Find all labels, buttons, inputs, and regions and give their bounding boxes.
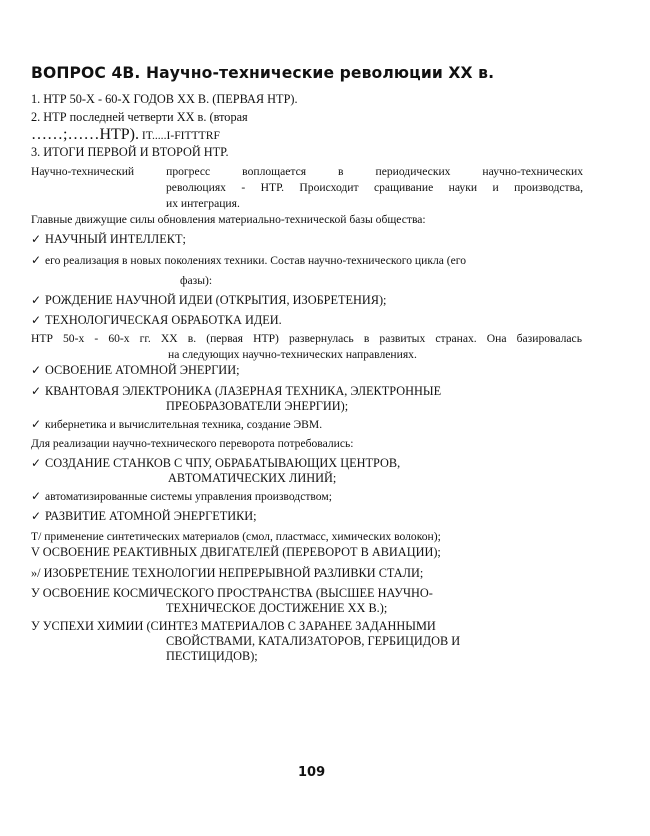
page-number: 109 <box>298 765 326 780</box>
list-item <box>31 509 257 524</box>
list-item-continuation: АВТОМАТИЧЕСКИХ ЛИНИЙ; <box>168 471 337 485</box>
text-line: У ОСВОЕНИЕ КОСМИЧЕСКОГО ПРОСТРАНСТВА (ВЫСШЕЕ НАУЧНО- <box>31 586 433 600</box>
checkmark-icon: ✓ <box>31 489 42 503</box>
list-item-text: ОСВОЕНИЕ АТОМНОЙ ЭНЕРГИИ; <box>45 363 240 377</box>
list-item <box>31 253 466 268</box>
list-item-text: КВАНТОВАЯ ЭЛЕКТРОНИКА (ЛАЗЕРНАЯ ТЕХНИКА, ЭЛЕКТРОННЫЕ <box>45 384 442 398</box>
text-line-continuation: СВОЙСТВАМИ, КАТАЛИЗАТОРОВ, ГЕРБИЦИДОВ И <box>166 634 461 648</box>
list-item <box>31 456 400 471</box>
checkmark-icon: ✓ <box>31 509 42 523</box>
text-fragment: ……;……НТР). <box>31 126 139 143</box>
checkmark-icon: ✓ <box>31 293 42 307</box>
paragraph-line: Научно-технический прогресс воплощается в периодических научно-технических <box>31 165 583 178</box>
page-title: ВОПРОС 4B. Научно-технические революции XX в. <box>31 64 495 82</box>
text-line-continuation: ПЕСТИЦИДОВ); <box>166 649 258 663</box>
list-item <box>31 293 386 308</box>
checkmark-icon: ✓ <box>31 384 42 398</box>
list-item-continuation: фазы): <box>180 274 213 287</box>
checkmark-icon: ✓ <box>31 417 42 431</box>
list-item-text: автоматизированные системы управления производством; <box>45 490 332 503</box>
text-line: 2. НТР последней четверти XX в. (вторая <box>31 110 248 124</box>
list-item <box>31 232 186 247</box>
list-item-text: его реализация в новых поколениях техники. Состав научно-технического цикла (его <box>45 254 467 267</box>
list-item <box>31 489 332 504</box>
text-line: Для реализации научно-технического переворота потребовались: <box>31 437 354 450</box>
checkmark-icon: ✓ <box>31 232 42 246</box>
paragraph-line: их интеграция. <box>166 197 240 210</box>
text-line: Главные движущие силы обновления материально-технической базы общества: <box>31 213 426 226</box>
list-item-continuation: ПРЕОБРАЗОВАТЕЛИ ЭНЕРГИИ); <box>166 399 349 413</box>
list-item-text: СОЗДАНИЕ СТАНКОВ С ЧПУ, ОБРАБАТЫВАЮЩИХ ЦЕНТРОВ, <box>45 456 401 470</box>
text-line: Т/ применение синтетических материалов (смол, пластмасс, химических волокон); <box>31 530 441 543</box>
text-line: У УСПЕХИ ХИМИИ (СИНТЕЗ МАТЕРИАЛОВ С ЗАРАНЕЕ ЗАДАННЫМИ <box>31 619 436 633</box>
checkmark-icon: ✓ <box>31 313 42 327</box>
list-item-text: НАУЧНЫЙ ИНТЕЛЛЕКТ; <box>45 232 186 246</box>
checkmark-icon: ✓ <box>31 363 42 377</box>
paragraph-line: революциях - НТР. Происходит сращивание науки и производства, <box>166 181 583 194</box>
list-item <box>31 313 282 328</box>
list-item <box>31 363 240 378</box>
text-line: V ОСВОЕНИЕ РЕАКТИВНЫХ ДВИГАТЕЛЕЙ (ПЕРЕВОРОТ В АВИАЦИИ); <box>31 545 441 559</box>
list-item <box>31 417 322 432</box>
text-line: 1. НТР 50-Х - 60-Х ГОДОВ XX В. (ПЕРВАЯ НТР). <box>31 92 298 106</box>
paragraph-line: НТР 50-х - 60-х гг. XX в. (первая НТР) развернулась в развитых странах. Она базировалась <box>31 332 582 345</box>
list-item-text: РОЖДЕНИЕ НАУЧНОЙ ИДЕИ (ОТКРЫТИЯ, ИЗОБРЕТЕНИЯ); <box>45 293 387 307</box>
list-item-text: кибернетика и вычислительная техника, создание ЭВМ. <box>45 418 323 431</box>
list-item <box>31 384 441 399</box>
text-fragment: IT.....I-FITTTRF <box>139 129 220 142</box>
text-line: 3. ИТОГИ ПЕРВОЙ И ВТОРОЙ НТР. <box>31 145 229 159</box>
paragraph-line: на следующих научно-технических направлениях. <box>168 348 417 361</box>
list-item-text: ТЕХНОЛОГИЧЕСКАЯ ОБРАБОТКА ИДЕИ. <box>45 313 282 327</box>
text-line <box>31 125 220 146</box>
text-line-continuation: ТЕХНИЧЕСКОЕ ДОСТИЖЕНИЕ XX В.); <box>166 601 388 615</box>
text-line: »/ ИЗОБРЕТЕНИЕ ТЕХНОЛОГИИ НЕПРЕРЫВНОЙ РАЗЛИВКИ СТАЛИ; <box>31 566 424 580</box>
list-item-text: РАЗВИТИЕ АТОМНОЙ ЭНЕРГЕТИКИ; <box>45 509 257 523</box>
checkmark-icon: ✓ <box>31 456 42 470</box>
checkmark-icon: ✓ <box>31 253 42 267</box>
